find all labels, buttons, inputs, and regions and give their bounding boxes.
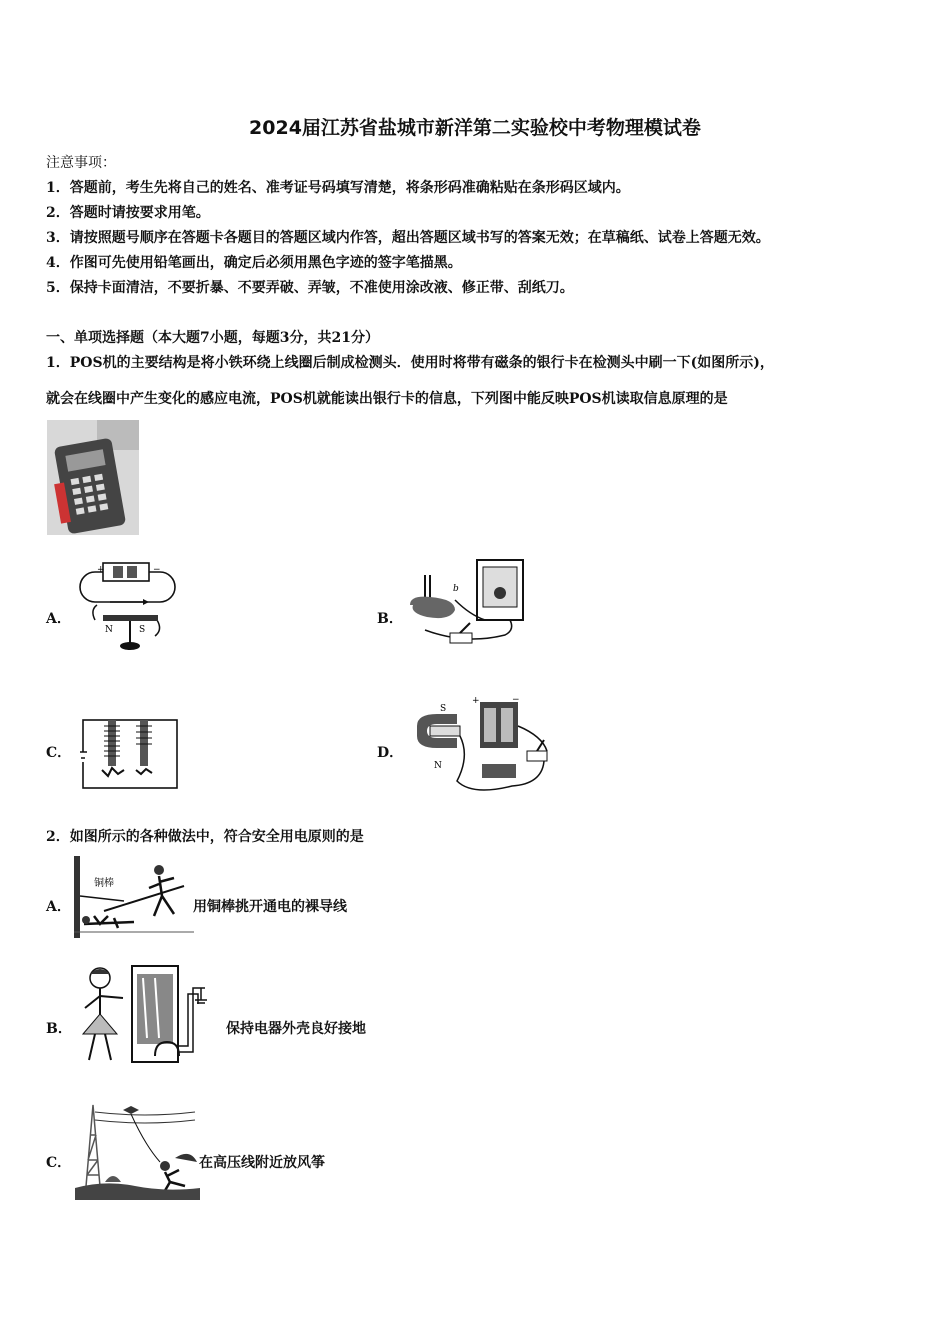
svg-text:−: − [512, 696, 520, 705]
notice-item-2: 2．答题时请按要求用笔。 [46, 205, 210, 221]
q2-option-b-label: B． [46, 1021, 72, 1037]
notice-item-3: 3．请按照题号顺序在答题卡各题目的答题区域内作答，超出答题区域书写的答案无效；在草稿纸、试卷上答题无效。 [46, 230, 770, 246]
n-magnet-label: N [434, 761, 442, 771]
q2-option-a-text: 用铜棒挑开通电的裸导线 [193, 899, 347, 915]
q2-stem: 2．如图所示的各种做法中，符合安全用电原则的是 [46, 829, 364, 845]
notice-item-4: 4．作图可先使用铅笔画出，确定后必须用黑色字迹的签字笔描黑。 [46, 255, 462, 271]
s-magnet-label: S [440, 704, 447, 714]
notice-item-1: 1．答题前，考生先将自己的姓名、准考证号码填写清楚，将条形码准确粘贴在条形码区域内。 [46, 180, 630, 196]
q1-stem-line2: 就会在线圈中产生变化的感应电流，POS机就能读出银行卡的信息，下列图中能反映POS机读取信息原理的是 [46, 391, 728, 407]
q2-option-c-label: C． [46, 1155, 72, 1171]
svg-text:−: − [153, 565, 161, 575]
q1-option-a-figure [75, 560, 180, 652]
q2-option-c-text: 在高压线附近放风筝 [199, 1155, 325, 1171]
q2-option-a-label: A． [46, 899, 71, 915]
q1-stem-line1: 1．POS机的主要结构是将小铁环绕上线圈后制成检测头．使用时将带有磁条的银行卡在检测头中刷一下(如图所示)， [46, 355, 774, 371]
svg-text:+: + [472, 696, 480, 706]
q1-option-d-figure [412, 696, 552, 798]
svg-text:+: + [97, 565, 105, 575]
section-heading: 一、单项选择题（本大题7小题，每题3分，共21分） [46, 330, 379, 346]
q1-option-c-label: C． [46, 745, 72, 761]
q1-option-d-label: D． [377, 745, 404, 761]
q1-option-c-figure [80, 712, 180, 792]
q2-option-b-text: 保持电器外壳良好接地 [226, 1021, 366, 1037]
q1-option-a-label: A． [46, 611, 71, 627]
page-title: 2024届江苏省盐城市新洋第二实验校中考物理模试卷 [249, 117, 701, 139]
s-pole-label: S [139, 625, 146, 635]
q2-option-c-figure [75, 1100, 200, 1200]
q1-option-b-figure [405, 555, 525, 655]
notice-heading: 注意事项： [46, 155, 116, 171]
pos-machine-photo [47, 420, 139, 535]
b-point-label: b [453, 584, 459, 594]
q1-option-b-label: B． [377, 611, 403, 627]
q2-option-b-figure [75, 964, 225, 1064]
q2-option-a-figure [74, 856, 194, 938]
n-pole-label: N [105, 625, 113, 635]
notice-item-5: 5．保持卡面清洁，不要折暴、不要弄破、弄皱，不准使用涂改液、修正带、刮纸刀。 [46, 280, 574, 296]
copper-rod-label: 铜棒 [94, 878, 114, 889]
